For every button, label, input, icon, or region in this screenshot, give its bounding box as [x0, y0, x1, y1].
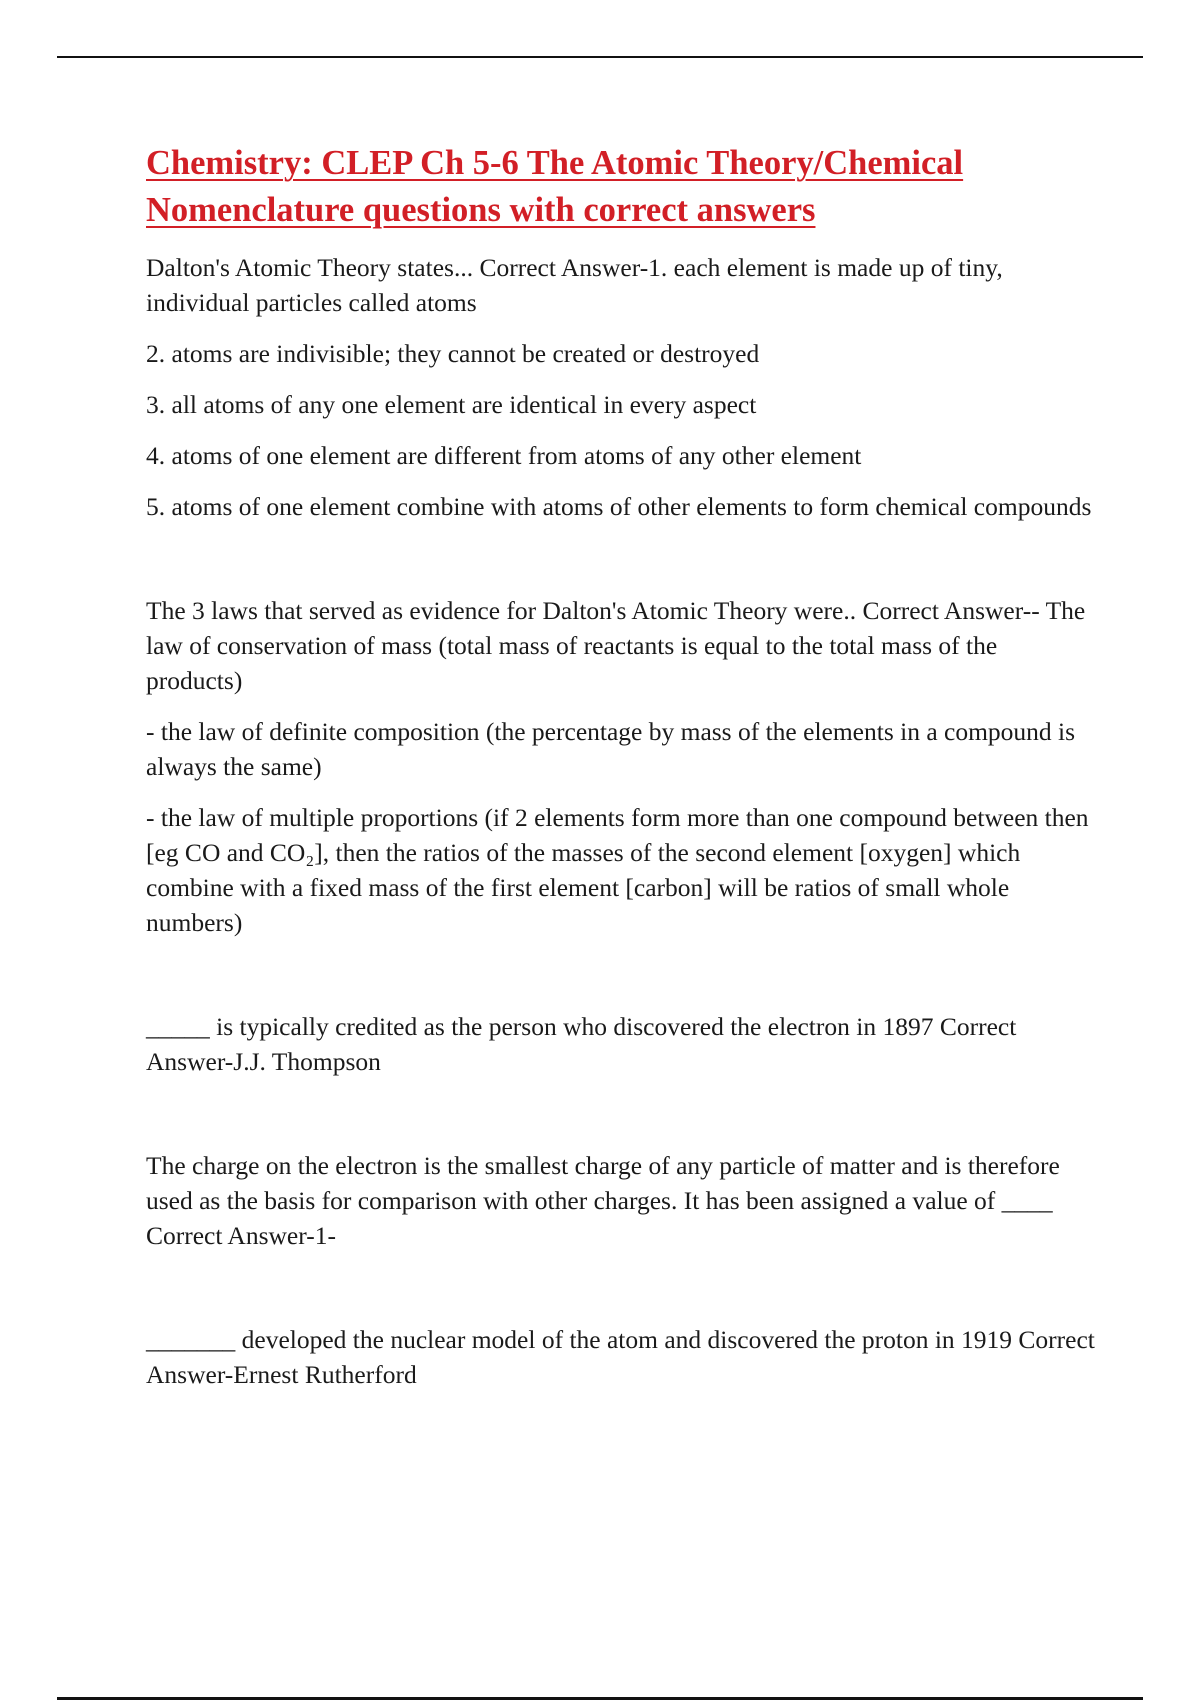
answer-item: - the law of multiple proportions (if 2 elements form more than one compound between then [eg CO and CO₂], then the ratios of the masses of the second element [oxygen] which combine with a fixed mass of the first element [carbon] will be ratios of small whole numbers) — [146, 803, 1089, 937]
block-spacer — [146, 540, 1096, 593]
block-spacer — [146, 1095, 1096, 1148]
answer-item: 2. atoms are indivisible; they cannot be created or destroyed — [146, 339, 760, 368]
question-paragraph: Dalton's Atomic Theory states... Correct Answer-1. each element is made up of tiny, individual particles called atoms — [146, 253, 1003, 317]
qa-block-electron-charge — [146, 1148, 1096, 1253]
question-paragraph: _____ is typically credited as the person who discovered the electron in 1897 Correct Answer-J.J. Thompson — [146, 1012, 1017, 1076]
qa-block-nuclear-model — [146, 1322, 1096, 1392]
question-paragraph: The 3 laws that served as evidence for Dalton's Atomic Theory were.. Correct Answer-- The law of conservation of mass (total mass of reactants is equal to the total mass of the products) — [146, 596, 1086, 695]
document-title: Chemistry: CLEP Ch 5-6 The Atomic Theory/Chemical Nomenclature questions with correct answers — [146, 144, 964, 229]
block-spacer — [146, 1269, 1096, 1322]
question-paragraph: The charge on the electron is the smallest charge of any particle of matter and is therefore used as the basis for comparison with other charges. It has been assigned a value of ____ Correct Answer-1- — [146, 1151, 1060, 1250]
top-rule — [57, 56, 1143, 58]
qa-block-electron-discovery — [146, 1009, 1096, 1079]
document-body — [146, 140, 1096, 1408]
answer-item: - the law of definite composition (the percentage by mass of the elements in a compound is always the same) — [146, 717, 1076, 781]
answer-item: 4. atoms of one element are different from atoms of any other element — [146, 441, 862, 470]
answer-item: 5. atoms of one element combine with atoms of other elements to form chemical compounds — [146, 492, 1092, 521]
qa-block-dalton-theory — [146, 250, 1096, 524]
question-paragraph: _______ developed the nuclear model of the atom and discovered the proton in 1919 Correct Answer-Ernest Rutherford — [146, 1325, 1095, 1389]
qa-block-three-laws — [146, 593, 1096, 940]
answer-item: 3. all atoms of any one element are identical in every aspect — [146, 390, 757, 419]
block-spacer — [146, 956, 1096, 1009]
